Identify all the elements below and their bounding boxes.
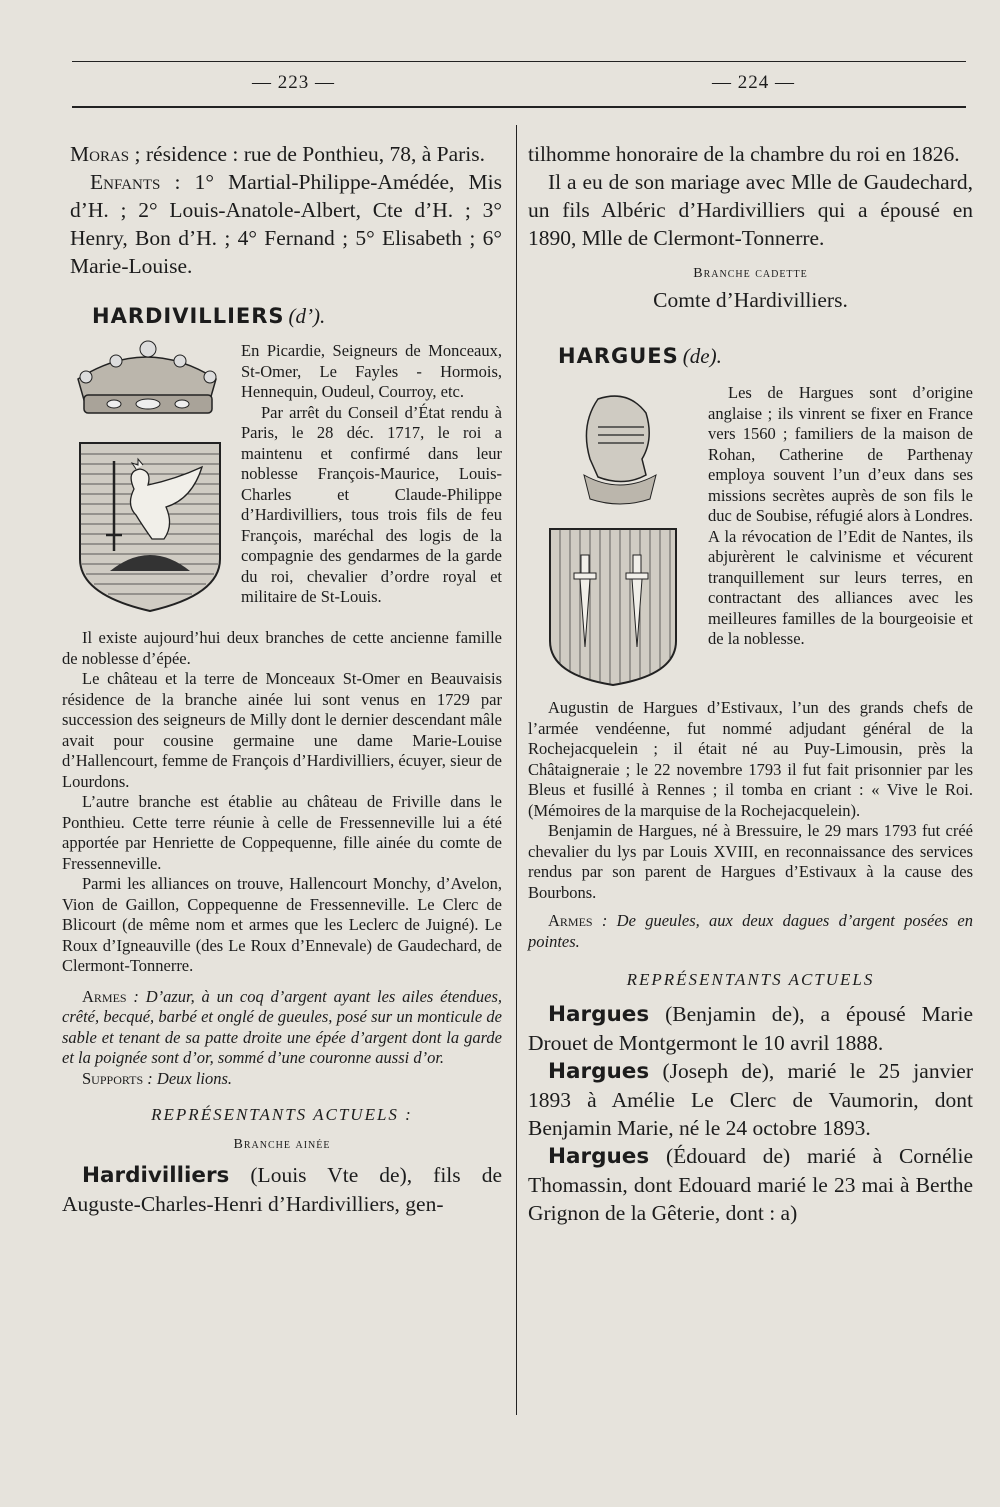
representants-heading: REPRÉSENTANTS ACTUELS : — [151, 1105, 413, 1124]
hargues-entry-benjamin — [528, 1000, 973, 1057]
entry-moras — [70, 140, 502, 168]
hargues-intro: Les de Hargues sont d’origine anglaise ; ils vinrent se fixer en France vers 1560 ; familiers de la maison de Rohan, Catherine de Parthenay employa souvent l’un d’eux dans ses missions secrètes auprès de son fils le duc de Soubise, réfugié alors à Londres. A la révocation de l’Edit de Nantes, ils abjurèrent le calvinisme et vécurent tranquillement sur leurs terres, en contractant des alliances avec les meilleures familles de la bourgeoisie et de la noblesse. — [708, 383, 973, 648]
shield-icon — [550, 529, 676, 685]
heading-hardivilliers — [92, 304, 502, 329]
helm-and-shield-image — [528, 379, 698, 689]
armes-label: Armes — [82, 986, 127, 1006]
hargues-arms — [528, 379, 698, 694]
branche-ainee-heading: Branche ainée — [233, 1137, 331, 1152]
surname-hargues: Hargues — [548, 1002, 650, 1027]
continuation-text: tilhomme honoraire de la chambre du roi en 1826. — [528, 142, 960, 166]
family-name-hardivilliers: HARDIVILLIERS — [92, 304, 285, 328]
particle: (d’). — [288, 304, 326, 328]
hardivilliers-alliances: Parmi les alliances on trouve, Hallencourt Monchy, d’Avelon, Vion de Gaillon, Coppequenne de Fressenneville. Le Clerc de Blicourt (de même nom et armes que les Leclerc de Juigné). Le Roux d’Igneauville (des Le Roux d’Ennevale) de Gaudechard, de Clermont-Tonnerre. — [62, 874, 502, 975]
header-rule-bottom — [72, 106, 966, 108]
particle: (de). — [682, 344, 722, 368]
entry-joseph-text: (Joseph de), marié le 25 janvier 1893 à Amélie Le Clerc de Vaumorin, dont Benjamin Marie, né le 24 octobre 1893. — [528, 1059, 973, 1140]
crown-and-shield-image — [56, 339, 231, 619]
hargues-entry-edouard — [528, 1142, 973, 1227]
comte-hardivilliers: Comte d’Hardivilliers. — [653, 288, 848, 312]
shield-icon — [80, 443, 220, 611]
enfants-label: Enfants — [90, 170, 161, 194]
surname-hargues: Hargues — [548, 1144, 650, 1169]
heading-hargues — [558, 344, 973, 369]
mariage-text: Il a eu de son mariage avec Mlle de Gaudechard, un fils Albéric d’Hardivilliers qui a épousé en 1890, Mlle de Clermont-Tonnerre. — [528, 170, 973, 250]
surname-hargues: Hargues — [548, 1059, 650, 1084]
enfants-text: : 1° Martial-Philippe-Amédée, Mis d’H. ; 2° Louis-Anatole-Albert, Cte d’H. ; 3° Henry, Bon d’H. ; 4° Fernand ; 5° Elisabeth ; 6° Marie-Louise. — [70, 170, 502, 278]
entry-enfants — [70, 168, 502, 280]
crown-icon — [78, 341, 216, 413]
hardivilliers-supports — [62, 1069, 502, 1090]
hardivilliers-chateau: Le château et la terre de Monceaux St-Omer en Beauvaisis résidence de la branche ainée lui sont venus en 1729 par succession des seigneurs de Milly dont le dernier descendant mâle avait pour cousine germaine une dame Marie-Louise d’Hallencourt, femme de François d’Hardivilliers, écuyer, sieur de Lourdons. — [62, 669, 502, 791]
hardivilliers-louis-entry — [62, 1161, 502, 1218]
page-number-left: — 223 — — [252, 72, 335, 93]
louis-entry-text: (Louis Vte de), fils de Auguste-Charles-Henri d’Hardivilliers, gen- — [62, 1163, 502, 1216]
supports-text: : Deux lions. — [143, 1068, 233, 1088]
helmet-icon — [584, 396, 656, 504]
right-column — [528, 140, 973, 1227]
entry-benjamin-text: (Benjamin de), a épousé Marie Drouet de Montgermont le 10 avril 1888. — [528, 1002, 973, 1055]
armes-text: : D’azur, à un coq d’argent ayant les ailes étendues, crêté, becqué, barbé et onglé de gueules, posé sur un monticule de sable et tenant de sa patte droite une épée d’argent dont la garde et la poignée sont d’or, sommé d’une couronne aussi d’or. — [62, 986, 502, 1067]
armes-label: Armes — [548, 911, 593, 930]
moras-residence: ; résidence : rue de Ponthieu, 78, à Paris. — [129, 142, 485, 166]
entry-edouard-text: (Édouard de) marié à Cornélie Thomassin, dont Edouard marié le 23 mai à Berthe Grignon de la Gêterie, dont : a) — [528, 1144, 973, 1225]
surname-hardivilliers: Hardivilliers — [82, 1163, 230, 1188]
surname-moras: Moras — [70, 142, 130, 166]
page-number-right: — 224 — — [712, 72, 795, 93]
hargues-augustin: Augustin de Hargues d’Estivaux, l’un des grands chefs de l’armée vendéenne, fut nommé adjudant général de la Rochejacquelein ; il était né au Puy-Limousin, près la Châtaigneraie ; le 22 novembre 1793 il fut fait prisonnier par les Bleus et fusillé à Rennes ; il tomba en criant : « Vive le Roi. (Mémoires de la marquise de la Rochejacquelein). — [528, 698, 973, 820]
hardivilliers-autre-branche: L’autre branche est établie au château de Friville dans le Ponthieu. Cette terre réunie à celle de Fressenneville lui a été apportée par Henriette de Coppequenne, fille ainée du comte de Fressenneville. — [62, 792, 502, 873]
representants-heading: REPRÉSENTANTS ACTUELS — [626, 970, 875, 989]
left-column — [62, 140, 502, 1218]
hardivilliers-arms — [56, 339, 231, 624]
branche-cadette-heading: Branche cadette — [693, 266, 808, 281]
hargues-benjamin: Benjamin de Hargues, né à Bressuire, le 29 mars 1793 fut créé chevalier du lys par Louis XVIII, en reconnaissance des services rendus par son parent de Hargues d’Estivaux à la cause des Bourbons. — [528, 821, 973, 902]
armes-text: : De gueules, aux deux dagues d’argent posées en pointes. — [528, 911, 973, 951]
column-divider — [516, 125, 517, 1415]
hargues-entry-joseph — [528, 1057, 973, 1142]
hardivilliers-armes — [62, 987, 502, 1069]
hardivilliers-branches: Il existe aujourd’hui deux branches de cette ancienne famille de noblesse d’épée. — [62, 628, 502, 668]
header-rule-top — [72, 61, 966, 62]
supports-label: Supports — [82, 1068, 144, 1088]
hargues-armes — [528, 911, 973, 952]
hardivilliers-intro: En Picardie, Seigneurs de Monceaux, St-Omer, Le Fayles - Hormois, Hennequin, Oudeul, Courroy, etc. — [241, 341, 502, 401]
family-name-hargues: HARGUES — [558, 344, 679, 368]
hardivilliers-arret: Par arrêt du Conseil d’État rendu à Paris, le 28 déc. 1717, le roi a maintenu et confirmé dans leur noblesse François-Maurice, Louis-Charles et Claude-Philippe d’Hardivilliers, tous trois fils de feu François, maréchal des logis de la compagnie des gendarmes de la garde du roi, chevalier d’ordre royal et militaire de St-Louis. — [241, 402, 502, 606]
